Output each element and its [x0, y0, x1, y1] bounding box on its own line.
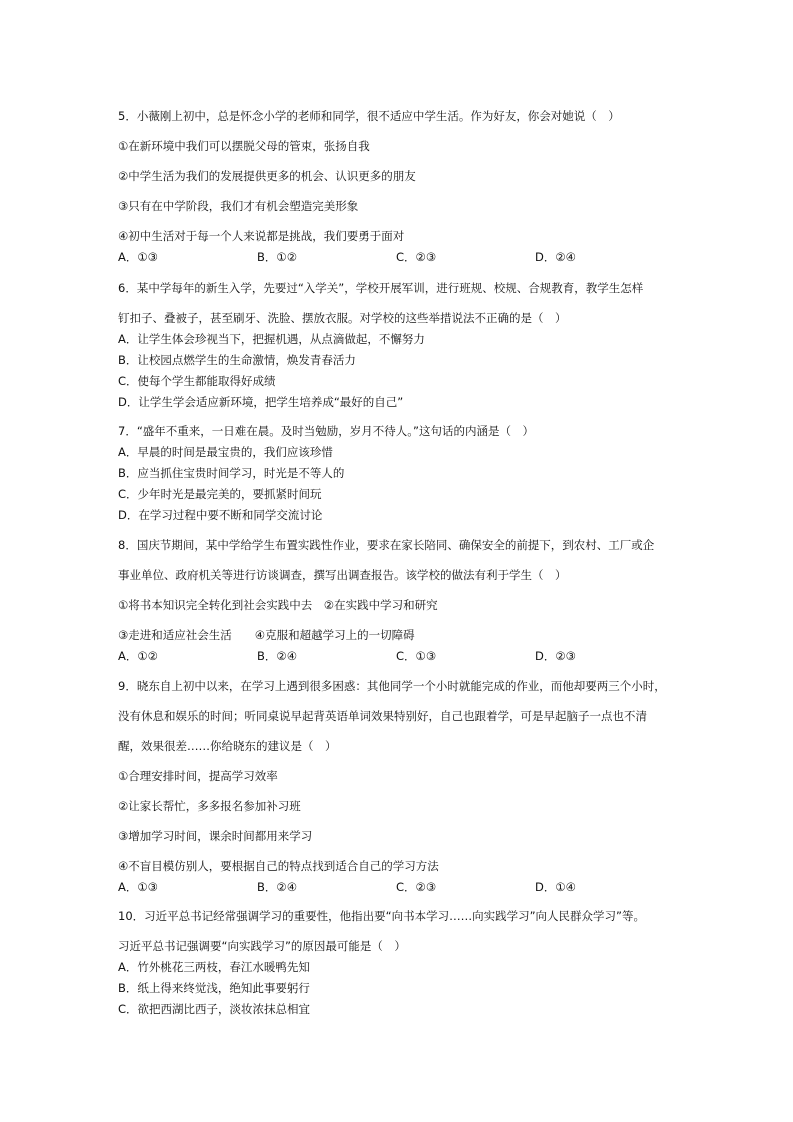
- question-10-stem-line-1: 10．习近平总书记经常强调学习的重要性，他指出要“向书本学习……向实践学习”向人民群众学习”等。: [118, 909, 646, 923]
- question-6-stem-line-2: 钉扣子、叠被子，甚至刷牙、洗脸、摆放衣服。对学校的这些举措说法不正确的是（ ）: [118, 311, 567, 325]
- question-9-choice-c: C．②③: [396, 880, 437, 894]
- question-5-statement-3: ③只有在中学阶段，我们才有机会塑造完美形象: [118, 199, 359, 213]
- question-8-choice-b: B．②④: [257, 649, 298, 663]
- question-9-stem-line-2: 没有休息和娱乐的时间；听同桌说早起背英语单词效果特别好，自己也跟着学，可是早起脑子一点也不清: [118, 709, 647, 723]
- question-7-choice-d: D．在学习过程中要不断和同学交流讨论: [118, 508, 323, 522]
- question-5-choice-c: C．②③: [396, 250, 437, 264]
- question-6-choice-d: D．让学生学会适应新环境，把学生培养成“最好的自己”: [118, 395, 404, 409]
- question-5-stem: 5．小薇刚上初中，总是怀念小学的老师和同学，很不适应中学生活。作为好友，你会对她说（ ）: [118, 109, 620, 123]
- question-9-stem-line-1: 9．晓东自上初中以来，在学习上遇到很多困惑：其他同学一个小时就能完成的作业，而他却要两三个小时，: [118, 679, 666, 693]
- question-6-choice-c: C．使每个学生都能取得好成绩: [118, 374, 276, 388]
- question-9-statement-1: ①合理安排时间，提高学习效率: [118, 769, 278, 783]
- question-8-choice-c: C．①③: [396, 649, 437, 663]
- question-5-statement-4: ④初中生活对于每一个人来说都是挑战，我们要勇于面对: [118, 229, 405, 243]
- question-10-stem-line-2: 习近平总书记强调要“向实践学习”的原因最可能是（ ）: [118, 939, 406, 953]
- question-7-choice-b: B．应当抓住宝贵时间学习，时光是不等人的: [118, 466, 345, 480]
- question-9-choice-b: B．②④: [257, 880, 298, 894]
- question-9-choice-a: A．①③: [118, 880, 158, 894]
- question-9-statement-4: ④不盲目模仿别人，要根据自己的特点找到适合自己的学习方法: [118, 859, 439, 873]
- question-8-statements-1-2: ①将书本知识完全转化到社会实践中去 ②在实践中学习和研究: [118, 598, 438, 612]
- question-7-choice-a: A．早晨的时间是最宝贵的，我们应该珍惜: [118, 445, 333, 459]
- question-8-choice-a: A．①②: [118, 649, 158, 663]
- question-7-choice-c: C．少年时光是最完美的，要抓紧时间玩: [118, 487, 322, 501]
- question-10-choice-a: A．竹外桃花三两枝，春江水暖鸭先知: [118, 960, 310, 974]
- question-6-stem-line-1: 6．某中学每年的新生入学，先要过“入学关”，学校开展军训，进行班规、校规、合规教育，教学生怎样: [118, 281, 644, 295]
- question-6-choice-a: A．让学生体会珍视当下，把握机遇，从点滴做起，不懈努力: [118, 332, 425, 346]
- question-9-choice-d: D．①④: [535, 880, 576, 894]
- question-5-choice-d: D．②④: [535, 250, 576, 264]
- question-5-choice-b: B．①②: [257, 250, 298, 264]
- question-9-statement-3: ③增加学习时间，课余时间都用来学习: [118, 829, 313, 843]
- question-8-choice-d: D．②③: [535, 649, 576, 663]
- question-5-statement-1: ①在新环境中我们可以摆脱父母的管束，张扬自我: [118, 139, 370, 153]
- question-8-stem-line-2: 事业单位、政府机关等进行访谈调查，撰写出调查报告。该学校的做法有利于学生（ ）: [118, 568, 567, 582]
- question-9-statement-2: ②让家长帮忙，多多报名参加补习班: [118, 799, 301, 813]
- question-7-stem: 7．“盛年不重来，一日难在晨。及时当勉励，岁月不待人。”这句话的内涵是（ ）: [118, 424, 534, 438]
- question-5-choice-a: A．①③: [118, 250, 158, 264]
- question-8-stem-line-1: 8．国庆节期间，某中学给学生布置实践性作业，要求在家长陪同、确保安全的前提下，到农村、工厂或企: [118, 538, 655, 552]
- question-10-choice-b: B．纸上得来终觉浅，绝知此事要躬行: [118, 981, 310, 995]
- question-9-stem-line-3: 醒，效果很差……你给晓东的建议是（ ）: [118, 739, 337, 753]
- question-6-choice-b: B．让校园点燃学生的生命激情，焕发青春活力: [118, 353, 356, 367]
- question-10-choice-c: C．欲把西湖比西子，淡妆浓抹总相宜: [118, 1002, 311, 1016]
- question-5-statement-2: ②中学生活为我们的发展提供更多的机会、认识更多的朋友: [118, 169, 416, 183]
- question-8-statements-3-4: ③走进和适应社会生活 ④克服和超越学习上的一切障碍: [118, 628, 415, 642]
